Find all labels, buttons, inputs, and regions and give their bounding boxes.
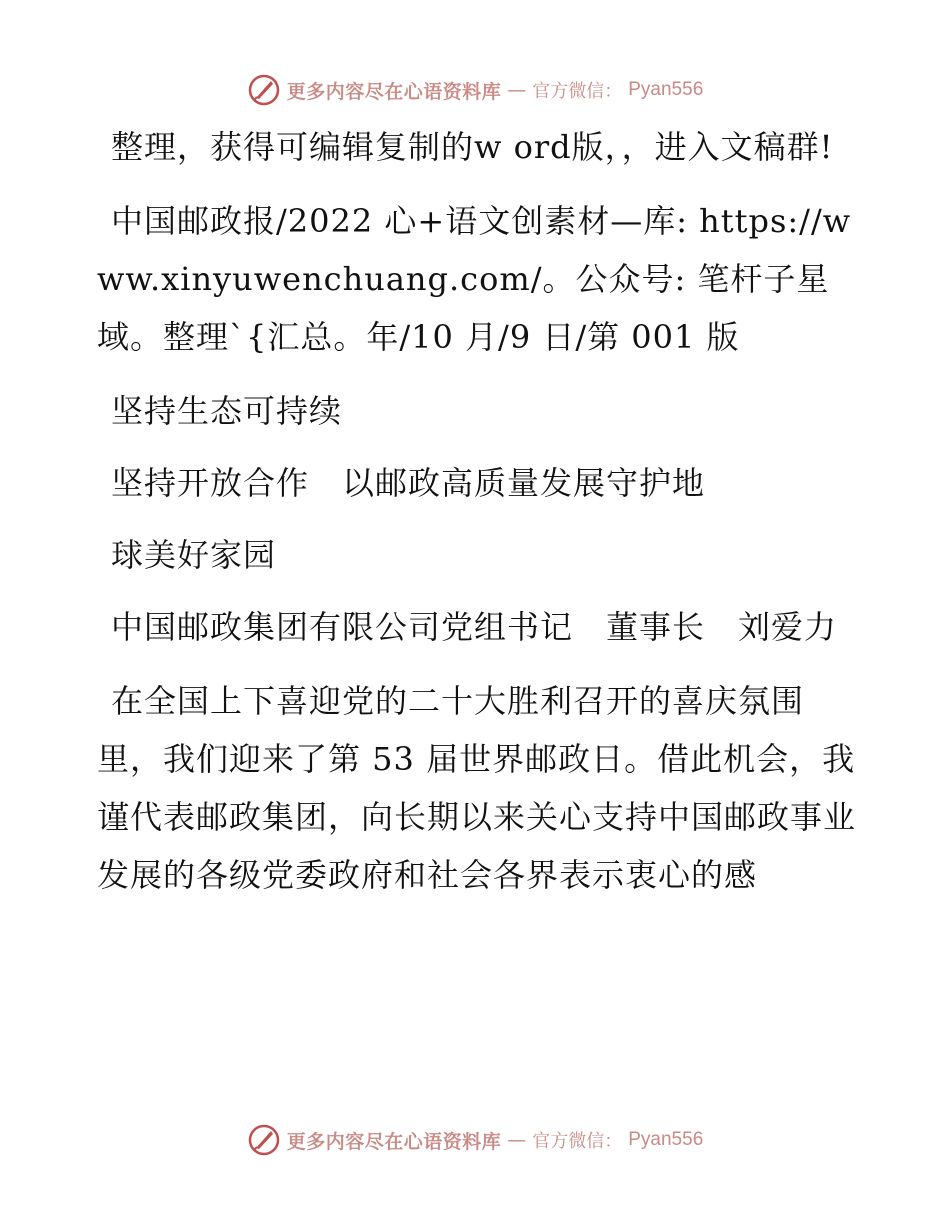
headline-line-2: 坚持开放合作 以邮政高质量发展守护地 [111,464,706,502]
header-banner [0,70,950,110]
footer-banner [0,1120,950,1160]
paragraph-body: 在全国上下喜迎党的二十大胜利召开的喜庆氛围里，我们迎来了第 53 届世界邮政日。借此机会，我谨代表邮政集团，向长期以来关心支持中国邮政事业发展的各级党委政府和社会各界表示衷心的感 [97,682,857,894]
banner-wechat-id: Pyan556 [628,1129,704,1150]
headline-line-3: 球美好家园 [111,536,277,574]
banner-wechat-id: Pyan556 [628,79,704,100]
banner-separator: — [507,1129,527,1151]
author-line: 中国邮政集团有限公司党组书记 董事长 刘爱力 [111,608,838,646]
headline-line-1: 坚持生态可持续 [111,392,343,430]
banner-title: 更多内容尽在心语资料库 [286,80,502,103]
paragraph-source: 中国邮政报/2022 心+语文创素材—库: https://www.xinyuwenchuang.com/。公众号: 笔杆子星域。整理`{汇总。年/10 月/9 日/第 001 版 [97,202,852,356]
quill-logo-icon [247,1123,281,1157]
banner-separator: — [507,79,527,101]
paragraph-intro: 整理，获得可编辑复制的w ord版，，进入文稿群! [111,128,834,166]
banner-wechat-label: 官方微信： [532,1131,623,1152]
banner-wechat-label: 官方微信： [532,81,623,102]
document-body [97,118,857,920]
banner-title: 更多内容尽在心语资料库 [286,1130,502,1153]
quill-logo-icon [247,73,281,107]
